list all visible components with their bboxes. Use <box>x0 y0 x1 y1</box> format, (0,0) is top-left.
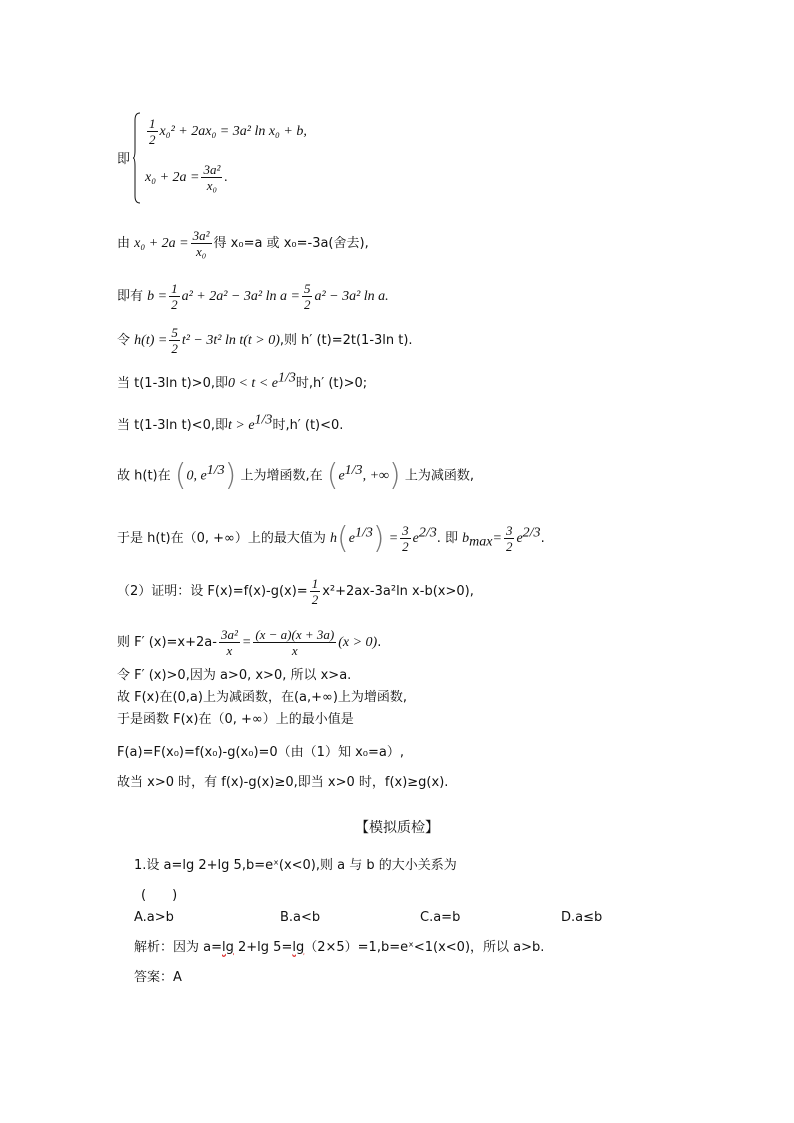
line-max-value: 于是 h(t)在（0, +∞）上的最大值为 $h(e^{1/3})$ = $\frac{3}{2}$ $e^{2/3}$. 即 $b_{max}=$ $\frac{3}{2}$ $e^{2/3}$. <box>117 520 545 556</box>
line-F-derivative: 则 F′ (x)=x+2a- $\frac{\text{3a²}}{x}$ = $\frac{(x - a)(x + 3a)}{x}$ (x > 0). <box>117 627 382 658</box>
line-monotonic-intervals: 故 h(t)在 (0, $e^{1/3}$) 上为增函数,在 ($e^{1/3}$, +∞) 上为减函数, <box>117 458 474 493</box>
line-increasing-case: 当 t(1-3ln t)>0,即$0 < t < e^{1/3}$时,h′ (t)>0; <box>117 370 368 391</box>
option-b: B.a<b <box>280 910 321 925</box>
system-prefix: 即 <box>117 152 131 167</box>
question-1-blank: ( ) <box>141 888 178 903</box>
line-b-expression: 即有 b = $\frac{1}{2}$ a² + 2a² − 3a² ln a = $\frac{5}{2}$ a² − 3a² ln a. <box>117 281 389 312</box>
option-a: A.a>b <box>134 910 174 925</box>
section-title: 【模拟质检】 <box>355 820 439 836</box>
line-proof-define-F: （2）证明：设 F(x)=f(x)-g(x)= $\frac{1}{2}$ x²+2ax-3a²ln x-b(x>0), <box>117 576 474 607</box>
system-eq1: $\frac{1}{2}$ x₀² + 2ax₀ = 3a² ln x₀ + b, <box>149 116 307 147</box>
left-brace-icon <box>133 112 141 204</box>
option-d: D.a≤b <box>561 910 603 925</box>
equation-system <box>117 110 417 205</box>
line-11: 故 F(x)在(0,a)上为减函数，在(a,+∞)上为增函数, <box>117 690 408 705</box>
system-eq2: x₀ + 2a = $\frac{\text{3a²}}{\text{x₀}}$ . <box>145 162 228 193</box>
option-c: C.a=b <box>420 910 461 925</box>
question-1-answer: 答案：A <box>134 970 182 985</box>
question-1-analysis: 解析：因为 a=lg 2+lg 5=lg（2×5）=1,b=eˣ<1(x<0)，所以 a>b. <box>134 940 545 955</box>
line-10: 令 F′ (x)>0,因为 a>0, x>0, 所以 x>a. <box>117 668 352 683</box>
line-12: 于是函数 F(x)在（0, +∞）上的最小值是 <box>117 712 354 727</box>
line-solve-x0: 由 x₀ + 2a = $\frac{\text{3a²}}{\text{x₀}}$ 得 x₀=a 或 x₀=-3a(舍去), <box>117 228 369 259</box>
line-decreasing-case: 当 t(1-3ln t)<0,即$t > e^{1/3}$时,h′ (t)<0. <box>117 412 344 433</box>
question-1-stem: 1.设 a=lg 2+lg 5,b=eˣ(x<0),则 a 与 b 的大小关系为 <box>134 858 457 873</box>
line-define-h: 令 h(t) = $\frac{5}{2}$ t² − 3t² ln t(t > 0),则 h′ (t)=2t(1-3ln t). <box>117 325 413 356</box>
line-13: F(a)=F(x₀)=f(x₀)-g(x₀)=0（由（1）知 x₀=a）, <box>117 745 404 760</box>
line-14: 故当 x>0 时，有 f(x)-g(x)≥0,即当 x>0 时，f(x)≥g(x). <box>117 775 449 790</box>
